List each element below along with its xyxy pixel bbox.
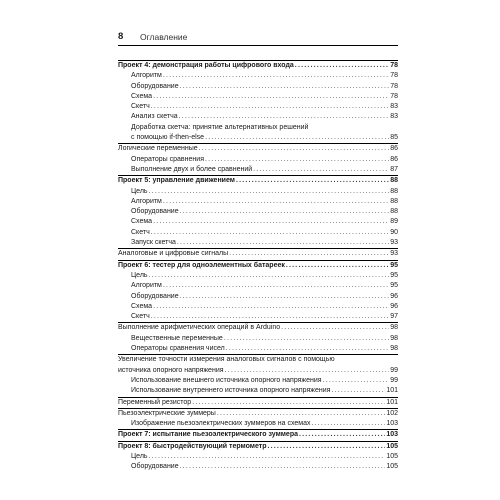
toc-page-number: 95 <box>390 261 398 269</box>
toc-section-entry[interactable] <box>118 176 398 186</box>
toc-entry-title-line1: Увеличение точности измерения аналоговых сигналов с помощью <box>118 356 335 364</box>
toc-leader-dots <box>199 144 390 154</box>
toc-entry-title: Цель <box>131 452 148 460</box>
toc-leader-dots <box>179 112 390 122</box>
toc-entry-title: Проект 6: тестер для одноэлементных батареек <box>118 261 285 269</box>
toc-subsection-entry[interactable] <box>118 82 398 92</box>
toc-entry-title: Схема <box>131 218 153 226</box>
toc-page-number: 86 <box>390 145 398 153</box>
toc-entry-title: Выполнение двух и более сравнений <box>131 165 253 173</box>
toc-leader-dots <box>217 409 385 419</box>
toc-page-number: 88 <box>390 197 398 205</box>
toc-leader-dots <box>163 197 389 207</box>
toc-entry-title: Пьезоэлектрические зуммеры <box>118 409 216 417</box>
toc-entry-title: Логические переменные <box>118 145 198 153</box>
toc-page-number: 105 <box>386 442 398 450</box>
toc-subsection-entry[interactable] <box>118 302 398 312</box>
toc-subsection-entry[interactable] <box>118 462 398 472</box>
toc-leader-dots <box>295 61 389 71</box>
toc-subsection-entry[interactable] <box>118 71 398 81</box>
toc-entry-title: Использование внешнего источника опорного напряжения <box>131 376 322 384</box>
toc-page-number: 101 <box>386 398 398 406</box>
toc-leader-dots <box>180 207 390 217</box>
toc-section-entry[interactable] <box>118 398 398 408</box>
toc-subsection-entry[interactable] <box>118 376 398 386</box>
toc-entry-title: Скетч <box>131 103 150 111</box>
table-of-contents <box>118 60 398 473</box>
toc-subsection-entry[interactable] <box>118 92 398 102</box>
toc-entry-title: Схема <box>131 92 153 100</box>
toc-entry-title: Выполнение арифметических операций в Arduino <box>118 324 281 332</box>
toc-subsection-entry[interactable] <box>118 155 398 165</box>
toc-leader-dots <box>286 261 389 271</box>
toc-leader-dots <box>163 281 389 291</box>
toc-leader-dots <box>224 334 389 344</box>
toc-section-entry[interactable] <box>118 249 398 259</box>
toc-entry-title-line1: Доработка скетча: принятие альтернативных решений <box>131 123 309 131</box>
toc-leader-dots <box>149 452 386 462</box>
toc-page-number: 87 <box>390 165 398 173</box>
toc-subsection-entry[interactable] <box>118 452 398 462</box>
toc-subsection-entry[interactable] <box>118 238 398 248</box>
toc-leader-dots <box>153 302 389 312</box>
toc-entry-title-line2: источника опорного напряжения <box>118 366 224 374</box>
toc-leader-dots <box>177 238 389 248</box>
toc-page-number: 99 <box>390 376 398 384</box>
toc-subsection-entry[interactable] <box>118 112 398 122</box>
toc-section-entry[interactable] <box>118 355 398 376</box>
toc-leader-dots <box>151 102 389 112</box>
toc-page-number: 103 <box>386 420 398 428</box>
toc-page-number: 97 <box>390 313 398 321</box>
toc-page-number: 86 <box>390 155 398 163</box>
toc-leader-dots <box>205 133 389 143</box>
toc-page-number: 95 <box>390 271 398 279</box>
toc-leader-dots <box>149 187 390 197</box>
toc-section-entry[interactable] <box>118 61 398 71</box>
toc-leader-dots <box>331 386 385 396</box>
toc-leader-dots <box>205 155 389 165</box>
toc-page-number: 90 <box>390 228 398 236</box>
toc-entry-title: Алгоритм <box>131 72 162 80</box>
toc-leader-dots <box>312 419 386 429</box>
toc-entry-title-line2: с помощью if-then-else <box>131 134 205 142</box>
toc-subsection-entry[interactable] <box>118 197 398 207</box>
toc-subsection-entry[interactable] <box>118 187 398 197</box>
toc-page-number: 78 <box>390 92 398 100</box>
toc-section-entry[interactable] <box>118 261 398 271</box>
toc-page-number: 105 <box>386 452 398 460</box>
toc-section-entry[interactable] <box>118 430 398 440</box>
toc-entry-title: Оборудование <box>131 82 179 90</box>
toc-leader-dots <box>323 376 390 386</box>
toc-leader-dots <box>236 176 389 186</box>
toc-entry-title: Алгоритм <box>131 282 162 290</box>
toc-leader-dots <box>180 82 390 92</box>
toc-page-number: 83 <box>390 103 398 111</box>
toc-page-number: 103 <box>386 431 398 439</box>
toc-page-number: 85 <box>390 134 398 142</box>
toc-page-number: 93 <box>390 250 398 258</box>
toc-entry-title: Скетч <box>131 313 150 321</box>
toc-page-number: 98 <box>390 345 398 353</box>
toc-page-number: 95 <box>390 282 398 290</box>
toc-leader-dots <box>151 312 389 322</box>
toc-entry-continuation <box>118 366 398 376</box>
toc-entry-title: Оборудование <box>131 208 179 216</box>
toc-subsection-entry[interactable] <box>118 419 398 429</box>
toc-section-entry[interactable] <box>118 409 398 419</box>
toc-entry-title: Операторы сравнения <box>131 155 204 163</box>
header-rule <box>118 45 398 46</box>
toc-subsection-entry[interactable] <box>118 292 398 302</box>
toc-page-number: 88 <box>390 177 398 185</box>
toc-page-number: 93 <box>390 239 398 247</box>
toc-entry-title: Проект 8: быстродействующий термометр <box>118 442 267 450</box>
toc-page-number: 88 <box>390 208 398 216</box>
toc-page-number: 96 <box>390 292 398 300</box>
section-title: Оглавление <box>140 32 188 42</box>
toc-page-number: 99 <box>390 366 398 374</box>
toc-page-number: 89 <box>390 218 398 226</box>
toc-page-number: 96 <box>390 302 398 310</box>
toc-leader-dots <box>253 165 389 175</box>
toc-subsection-entry[interactable] <box>118 271 398 281</box>
toc-leader-dots <box>153 92 389 102</box>
toc-page-number: 88 <box>390 187 398 195</box>
toc-leader-dots <box>180 462 386 472</box>
toc-section-entry[interactable] <box>118 442 398 452</box>
toc-leader-dots <box>153 217 389 227</box>
toc-entry-title: Оборудование <box>131 463 179 471</box>
toc-entry-title: Использование внутреннего источника опорного напряжения <box>131 387 331 395</box>
toc-leader-dots <box>229 249 389 259</box>
toc-subsection-entry[interactable] <box>118 217 398 227</box>
toc-entry-title: Вещественные переменные <box>131 334 223 342</box>
toc-leader-dots <box>192 398 385 408</box>
toc-page-number: 78 <box>390 82 398 90</box>
toc-page-number: 98 <box>390 324 398 332</box>
toc-entry-title: Изображение пьезоэлектрических зуммеров на схемах <box>131 420 311 428</box>
toc-leader-dots <box>281 323 389 333</box>
toc-subsection-entry[interactable] <box>118 165 398 175</box>
toc-subsection-entry[interactable] <box>118 207 398 217</box>
toc-entry-title: Оборудование <box>131 292 179 300</box>
toc-page-number: 105 <box>386 463 398 471</box>
toc-entry-title: Цель <box>131 187 148 195</box>
toc-entry-title: Переменный резистор <box>118 398 192 406</box>
toc-subsection-entry[interactable] <box>118 334 398 344</box>
toc-subsection-entry[interactable] <box>118 312 398 322</box>
toc-entry-title: Схема <box>131 302 153 310</box>
toc-entry-title: Запуск скетча <box>131 239 176 247</box>
toc-entry-title: Проект 5: управление движением <box>118 177 235 185</box>
toc-entry-title: Проект 4: демонстрация работы цифрового входа <box>118 62 294 69</box>
toc-entry-title: Скетч <box>131 228 150 236</box>
toc-entry-title: Алгоритм <box>131 197 162 205</box>
toc-leader-dots <box>225 366 390 376</box>
toc-page-number: 78 <box>390 62 398 69</box>
toc-section-entry[interactable] <box>118 323 398 333</box>
toc-subsection-entry[interactable] <box>118 102 398 112</box>
toc-page-number: 98 <box>390 334 398 342</box>
toc-leader-dots <box>226 344 389 354</box>
page-header <box>118 31 398 43</box>
toc-page-number: 83 <box>390 113 398 121</box>
toc-entry-title: Анализ скетча <box>131 113 178 121</box>
toc-subsection-entry[interactable] <box>118 281 398 291</box>
toc-leader-dots <box>180 292 390 302</box>
toc-leader-dots <box>299 430 385 440</box>
toc-entry-title: Проект 7: испытание пьезоэлектрического зуммера <box>118 431 298 439</box>
toc-leader-dots <box>149 271 390 281</box>
page-number: 8 <box>118 31 124 42</box>
toc-leader-dots <box>163 71 389 81</box>
toc-entry-continuation <box>131 133 398 143</box>
toc-page-number: 78 <box>390 72 398 80</box>
toc-subsection-entry[interactable] <box>118 344 398 354</box>
toc-section-entry[interactable] <box>118 144 398 154</box>
toc-entry-title: Операторы сравнения чисел <box>131 345 225 353</box>
toc-entry-title: Аналоговые и цифровые сигналы <box>118 250 229 258</box>
toc-leader-dots <box>151 228 389 238</box>
toc-entry-title: Цель <box>131 271 148 279</box>
toc-subsection-entry[interactable] <box>118 386 398 396</box>
toc-leader-dots <box>267 442 385 452</box>
toc-page-number: 102 <box>386 409 398 417</box>
toc-subsection-entry[interactable] <box>118 123 398 144</box>
toc-subsection-entry[interactable] <box>118 228 398 238</box>
toc-page-number: 101 <box>386 387 398 395</box>
